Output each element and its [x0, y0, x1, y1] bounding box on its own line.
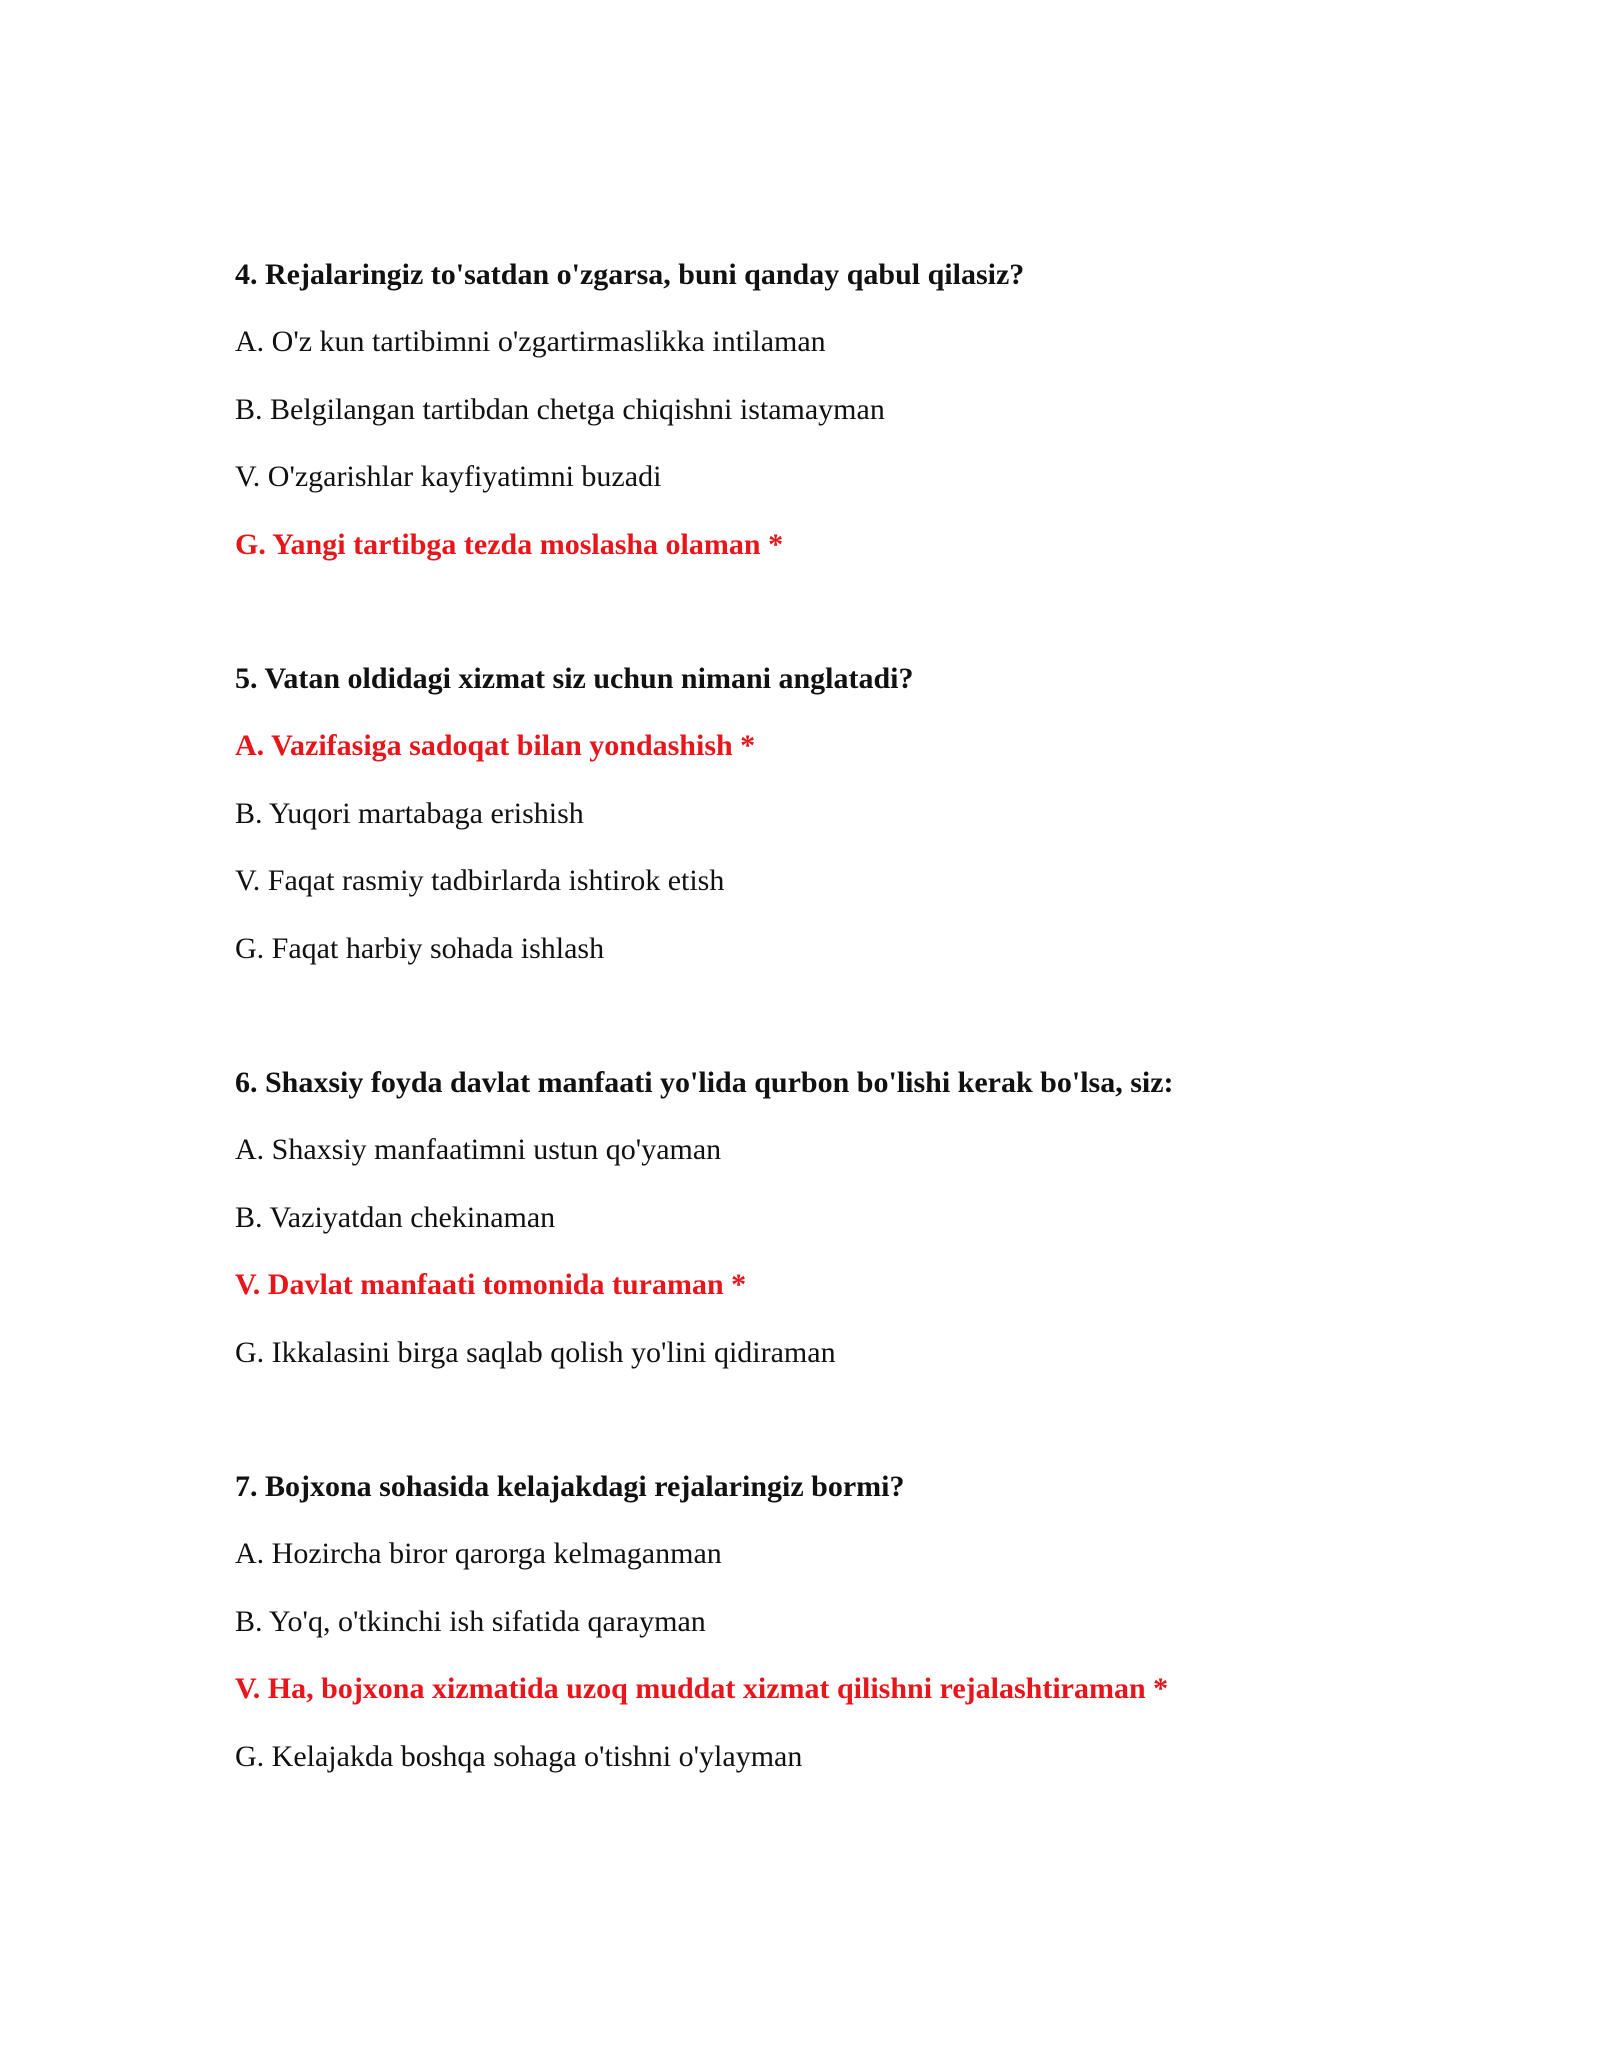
answer-option-v-correct: V. Davlat manfaati tomonida turaman *: [235, 1268, 747, 1301]
question-title: 5. Vatan oldidagi xizmat siz uchun nimani anglatadi?: [235, 662, 914, 695]
answer-option-v-correct: V. Ha, bojxona xizmatida uzoq muddat xizmat qilishni rejalashtiraman *: [235, 1672, 1169, 1705]
answer-option-b: B. Yuqori martabaga erishish: [235, 797, 584, 830]
answer-option-g: G. Ikkalasini birga saqlab qolish yo'lini qidiraman: [235, 1336, 836, 1369]
question-title: 6. Shaxsiy foyda davlat manfaati yo'lida qurbon bo'lishi kerak bo'lsa, siz:: [235, 1066, 1174, 1099]
answer-option-g: G. Faqat harbiy sohada ishlash: [235, 932, 605, 965]
answer-option-b: B. Yo'q, o'tkinchi ish sifatida qarayman: [235, 1605, 706, 1638]
answer-option-a: A. Shaxsiy manfaatimni ustun qo'yaman: [235, 1133, 722, 1166]
answer-option-b: B. Belgilangan tartibdan chetga chiqishni istamayman: [235, 393, 885, 426]
answer-option-v: V. O'zgarishlar kayfiyatimni buzadi: [235, 460, 662, 493]
answer-option-a: A. O'z kun tartibimni o'zgartirmaslikka intilaman: [235, 325, 826, 358]
question-title: 7. Bojxona sohasida kelajakdagi rejalaringiz bormi?: [235, 1470, 905, 1503]
question-title: 4. Rejalaringiz to'satdan o'zgarsa, buni qanday qabul qilasiz?: [235, 258, 1025, 291]
answer-option-v: V. Faqat rasmiy tadbirlarda ishtirok etish: [235, 864, 725, 897]
answer-option-b: B. Vaziyatdan chekinaman: [235, 1201, 556, 1234]
answer-option-g-correct: G. Yangi tartibga tezda moslasha olaman *: [235, 528, 784, 561]
answer-option-a-correct: A. Vazifasiga sadoqat bilan yondashish *: [235, 729, 756, 762]
answer-option-a: A. Hozircha biror qarorga kelmaganman: [235, 1537, 722, 1570]
answer-option-g: G. Kelajakda boshqa sohaga o'tishni o'ylayman: [235, 1740, 803, 1773]
